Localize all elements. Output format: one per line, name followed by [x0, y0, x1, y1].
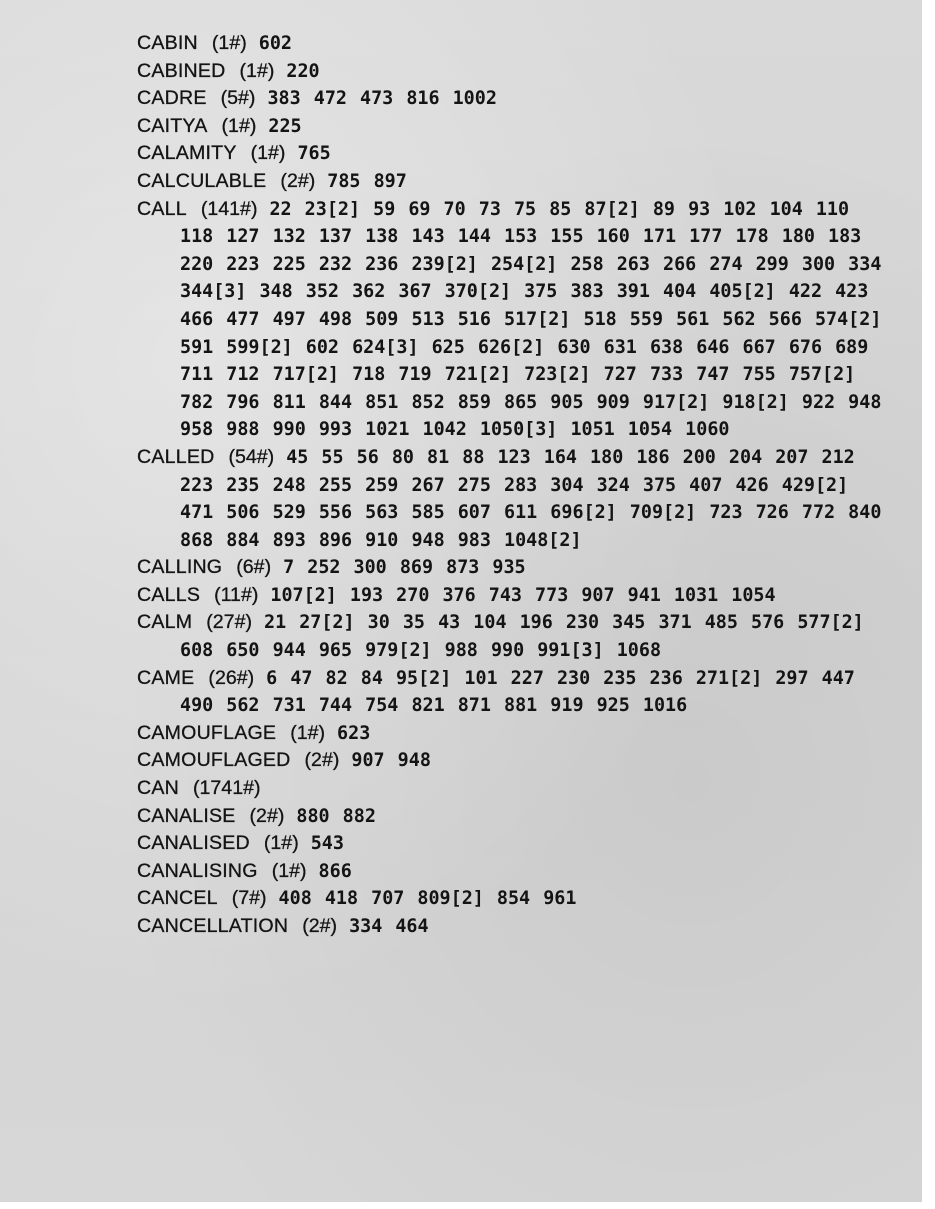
index-entry: [137, 444, 882, 554]
entry-count: (2#): [280, 169, 316, 192]
entry-term: CAN: [137, 777, 179, 800]
entry-count: (1741#): [192, 777, 261, 800]
entry-term: CANCELLATION: [137, 915, 289, 937]
entry-count: (27#): [206, 611, 252, 634]
index-entry: [137, 775, 882, 803]
entry-term: CAME: [137, 666, 195, 689]
entry-count: (1#): [290, 721, 326, 744]
entry-count: (1#): [239, 59, 275, 82]
entry-term: CALL: [137, 197, 187, 220]
entry-count: (1#): [211, 32, 247, 54]
index-entry: [137, 58, 882, 86]
entry-term: CALM: [137, 611, 193, 634]
entry-count: (1#): [221, 114, 257, 137]
entry-count: (6#): [236, 556, 272, 579]
entry-page-refs: 220: [286, 60, 320, 82]
index-entry: [137, 168, 882, 196]
entry-page-refs: 6 47 82 84 95[2] 101 227 230 235 236 271[2] 297 447 490 562 731 744 754 821 871 881 919 925 1016: [180, 667, 855, 717]
entry-page-refs: 334 464: [349, 916, 429, 937]
entry-page-refs: 22 23[2] 59 69 70 73 75 85 87[2] 89 93 102 104 110 118 127 132 137 138 143 144 153 155 160 171 177 178 180 183 220 223 225 232 236 239[2] 254[2] 258 263 266 274 299 300 334 344[3] 348 352 362 367 370[2] 375 383 391 404 405[2] 422 423 466 477 497 498 509 513 516 517[2] 518 559 561 562 566 574[2] 591 599[2] 602 624[3] 625 626[2] 630 631 638 646 667 676 689 711 712 717[2] 718 719 721[2] 723[2] 727 733 747 755 757[2] 782 796 811 844 851 852 859 865 905 909 917[2] 918[2] 922 948 958 988 990 993 1021 1042 1050[3] 1051 1054 1060: [180, 198, 882, 441]
entry-count: (1#): [250, 142, 286, 165]
index-entry: [137, 720, 882, 748]
index-entry: [137, 582, 882, 610]
entry-term: CALLS: [137, 583, 201, 606]
index-entry: [137, 885, 882, 913]
entry-page-refs: 383 472 473 816 1002: [267, 88, 497, 110]
entry-term: CALLING: [137, 556, 223, 579]
index-entry: [137, 858, 882, 886]
entry-page-refs: 107[2] 193 270 376 743 773 907 941 1031 1054: [270, 584, 776, 606]
index-entry: [137, 830, 882, 858]
entry-page-refs: 907 948: [351, 750, 431, 772]
entry-term: CANALISED: [137, 832, 250, 855]
entry-count: (2#): [302, 915, 338, 937]
index-entry: [137, 85, 882, 113]
entry-count: (54#): [228, 445, 275, 468]
index-entry: [137, 140, 882, 168]
entry-count: (2#): [249, 804, 285, 827]
index-entry: [137, 803, 882, 831]
entry-term: CADRE: [137, 87, 207, 110]
entry-page-refs: 21 27[2] 30 35 43 104 196 230 345 371 485 576 577[2] 608 650 944 965 979[2] 988 990 991[3] 1068: [180, 612, 864, 662]
entry-count: (141#): [200, 197, 258, 220]
index-entry: [137, 665, 882, 720]
entry-term: CANALISING: [137, 859, 258, 882]
entry-term: CALLED: [137, 445, 215, 468]
index-entry: [137, 913, 882, 941]
entry-term: CALCULABLE: [137, 169, 267, 192]
entry-count: (1#): [271, 859, 307, 882]
entry-count: (2#): [304, 749, 340, 772]
index-entry: [137, 196, 882, 444]
index-entry: [137, 30, 882, 58]
concordance-index-list: [137, 30, 882, 941]
entry-count: (26#): [208, 666, 255, 689]
entry-page-refs: 45 55 56 80 81 88 123 164 180 186 200 204 207 212 223 235 248 255 259 267 275 283 304 324 375 407 426 429[2] 471 506 529 556 563 585 607 611 696[2] 709[2] 723 726 772 840 868 884 893 896 910 948 983 1048[2]: [180, 446, 882, 551]
entry-page-refs: 785 897: [327, 170, 407, 192]
entry-count: (11#): [214, 583, 259, 606]
entry-term: CAMOUFLAGE: [137, 721, 277, 744]
entry-page-refs: 866: [318, 860, 352, 882]
entry-term: CANCEL: [137, 887, 218, 910]
entry-term: CANALISE: [137, 804, 236, 827]
entry-page-refs: 602: [258, 33, 292, 54]
entry-term: CAITYA: [137, 114, 208, 137]
entry-term: CALAMITY: [137, 142, 237, 165]
entry-count: (1#): [263, 832, 299, 855]
entry-page-refs: 765: [297, 143, 331, 165]
entry-count: (5#): [220, 87, 256, 110]
entry-page-refs: 408 418 707 809[2] 854 961: [278, 888, 577, 910]
index-entry: [137, 554, 882, 582]
entry-page-refs: 7 252 300 869 873 935: [283, 557, 526, 579]
entry-page-refs: 880 882: [296, 805, 376, 827]
entry-term: CABIN: [137, 32, 198, 54]
entry-count: (7#): [231, 887, 267, 910]
index-entry: [137, 609, 882, 664]
entry-page-refs: 623: [337, 722, 371, 744]
entry-page-refs: 543: [310, 833, 344, 855]
entry-page-refs: 225: [268, 115, 302, 137]
entry-term: CAMOUFLAGED: [137, 749, 291, 772]
entry-term: CABINED: [137, 59, 226, 82]
index-entry: [137, 747, 882, 775]
index-entry: [137, 113, 882, 141]
